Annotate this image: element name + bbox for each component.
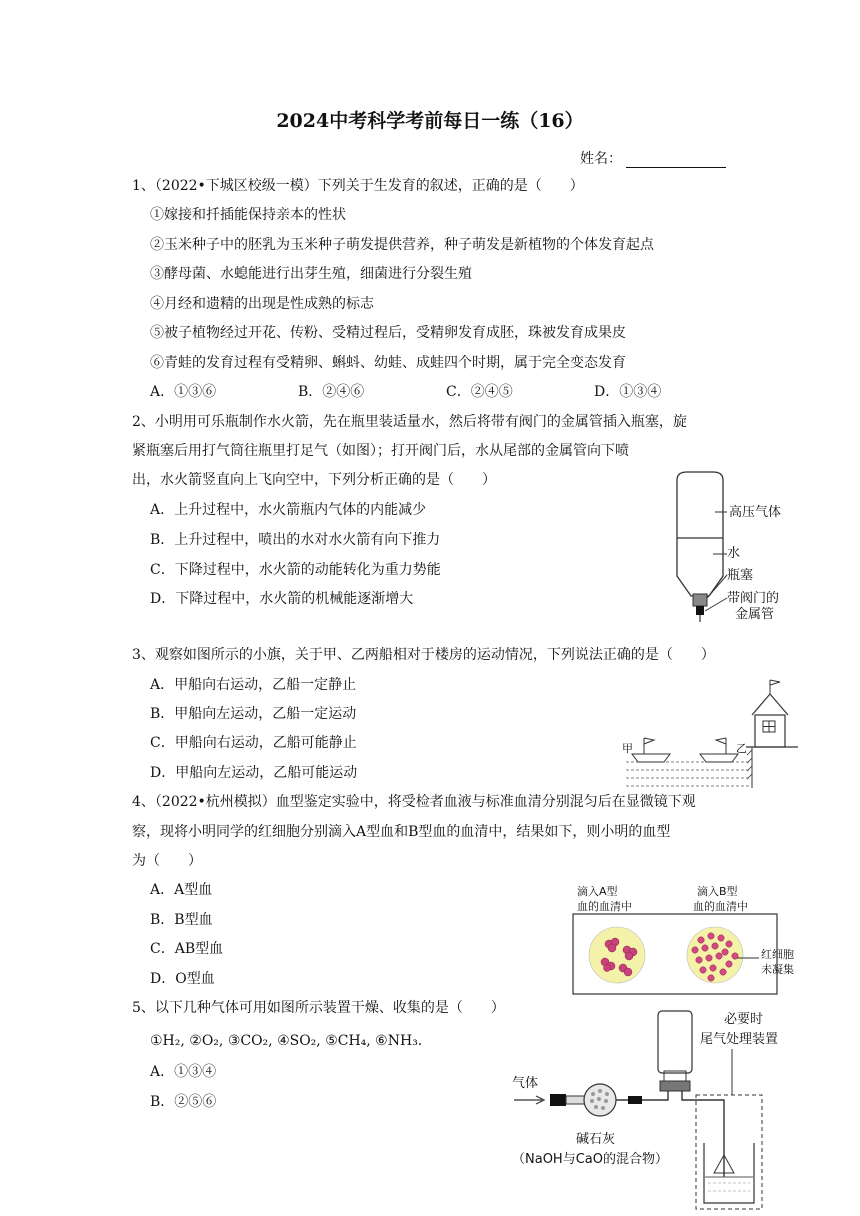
label-soda-lime-mix: （NaOH与CaO的混合物） (512, 1152, 668, 1167)
q2-option-b[interactable]: B．上升过程中，喷出的水对水火箭有向下推力 (150, 532, 441, 548)
q1-choice-c[interactable]: C．②④⑤ (446, 384, 513, 400)
label-tail-gas-treatment: 尾气处理装置 (700, 1032, 779, 1047)
q1-choice-a[interactable]: A．①③⑥ (150, 384, 217, 400)
q1-choice-d[interactable]: D．①③④ (594, 384, 662, 400)
q4-stem-line-2: 察，现将小明同学的红细胞分别滴入A型血和B型血的血清中，结果如下，则小明的血型 (132, 824, 671, 840)
q2-stem-line-2: 紧瓶塞后用打气筒往瓶里打足气（如图）；打开阀门后，水从尾部的金属管向下喷 (132, 443, 629, 459)
q2-stem-line-1: 2、小明用可乐瓶制作水火箭，先在瓶里装适量水，然后将带有阀门的金属管插入瓶塞，旋 (132, 414, 687, 430)
q2-option-d[interactable]: D．下降过程中，水火箭的机械能逐渐增大 (150, 591, 414, 607)
q2-option-a[interactable]: A．上升过程中，水火箭瓶内气体的内能减少 (150, 502, 427, 518)
q1-item-4: ④月经和遗精的出现是性成熟的标志 (150, 296, 374, 312)
label-b-serum-2: 血的血清中 (693, 900, 748, 913)
label-boat-yi: 乙 (736, 742, 747, 755)
q1-item-3: ③酵母菌、水螅能进行出芽生殖，细菌进行分裂生殖 (150, 266, 472, 282)
name-blank (626, 153, 726, 168)
q4-option-b[interactable]: B．B型血 (150, 912, 213, 928)
q4-option-c[interactable]: C．AB型血 (150, 941, 224, 957)
q1-choice-b[interactable]: B．②④⑥ (298, 384, 365, 400)
label-rbc-1: 红细胞 (761, 948, 794, 961)
label-rbc-2: 未凝集 (761, 963, 794, 976)
label-stopper: 瓶塞 (727, 568, 754, 583)
q1-item-5: ⑤被子植物经过开花、传粉、受精过程后，受精卵发育成胚，珠被发育成果皮 (150, 325, 626, 341)
q1-item-1: ①嫁接和扦插能保持亲本的性状 (150, 207, 346, 223)
q1-item-6: ⑥青蛙的发育过程有受精卵、蝌蚪、幼蛙、成蛙四个时期，属于完全变态发育 (150, 355, 626, 371)
q2-stem-line-3: 出，水火箭竖直向上飞向空中，下列分析正确的是（ ） (132, 472, 496, 488)
q4-stem-line-1: 4、（2022•杭州模拟）血型鉴定实验中，将受检者血液与标准血清分别混匀后在显微镜下观 (132, 794, 696, 810)
boats-and-house-figure (622, 670, 802, 790)
label-metal-tube: 金属管 (735, 607, 775, 622)
label-high-pressure-gas: 高压气体 (729, 505, 782, 520)
q4-option-a[interactable]: A．A型血 (150, 882, 213, 898)
water-rocket-figure (665, 468, 815, 628)
name-field (580, 148, 726, 168)
q3-option-c[interactable]: C．甲船向右运动，乙船可能静止 (150, 735, 357, 751)
q3-option-d[interactable]: D．甲船向左运动，乙船可能运动 (150, 765, 358, 781)
q1-item-2: ②玉米种子中的胚乳为玉米种子萌发提供营养，种子萌发是新植物的个体发育起点 (150, 237, 654, 253)
q3-stem: 3、观察如图所示的小旗，关于甲、乙两船相对于楼房的运动情况，下列说法正确的是（ ） (132, 647, 715, 663)
label-a-serum-1: 滴入A型 (577, 885, 618, 898)
blood-typing-figure (565, 880, 810, 1000)
q1-choices (150, 382, 661, 402)
q5-stem: 5、以下几种气体可用如图所示装置干燥、收集的是（ ） (132, 1000, 505, 1016)
name-label: 姓名： (580, 151, 622, 167)
q3-option-b[interactable]: B．甲船向左运动，乙船一定运动 (150, 706, 357, 722)
label-water: 水 (727, 546, 741, 561)
q5-gases: ①H₂, ②O₂, ③CO₂, ④SO₂, ⑤CH₄, ⑥NH₃. (150, 1033, 423, 1049)
q2-option-c[interactable]: C．下降过程中，水火箭的动能转化为重力势能 (150, 562, 441, 578)
gas-drying-apparatus-figure (500, 1005, 800, 1215)
label-gas-inlet: 气体 (512, 1076, 539, 1091)
label-soda-lime: 碱石灰 (576, 1132, 616, 1147)
q4-stem-line-3: 为（ ） (132, 853, 202, 869)
label-b-serum-1: 滴入B型 (697, 885, 738, 898)
q5-option-a[interactable]: A．①③④ (150, 1064, 217, 1080)
q5-option-b[interactable]: B．②⑤⑥ (150, 1094, 217, 1110)
page-title: 2024中考科学考前每日一练（16） (276, 110, 584, 132)
q3-option-a[interactable]: A．甲船向右运动，乙船一定静止 (150, 677, 357, 693)
label-a-serum-2: 血的血清中 (577, 900, 632, 913)
q1-stem: 1、（2022•下城区校级一模）下列关于生发育的叙述，正确的是（ ） (132, 178, 584, 194)
label-valve: 带阀门的 (727, 591, 780, 606)
label-boat-jia: 甲 (622, 742, 633, 755)
q4-option-d[interactable]: D．O型血 (150, 971, 215, 987)
label-if-necessary: 必要时 (724, 1012, 764, 1027)
